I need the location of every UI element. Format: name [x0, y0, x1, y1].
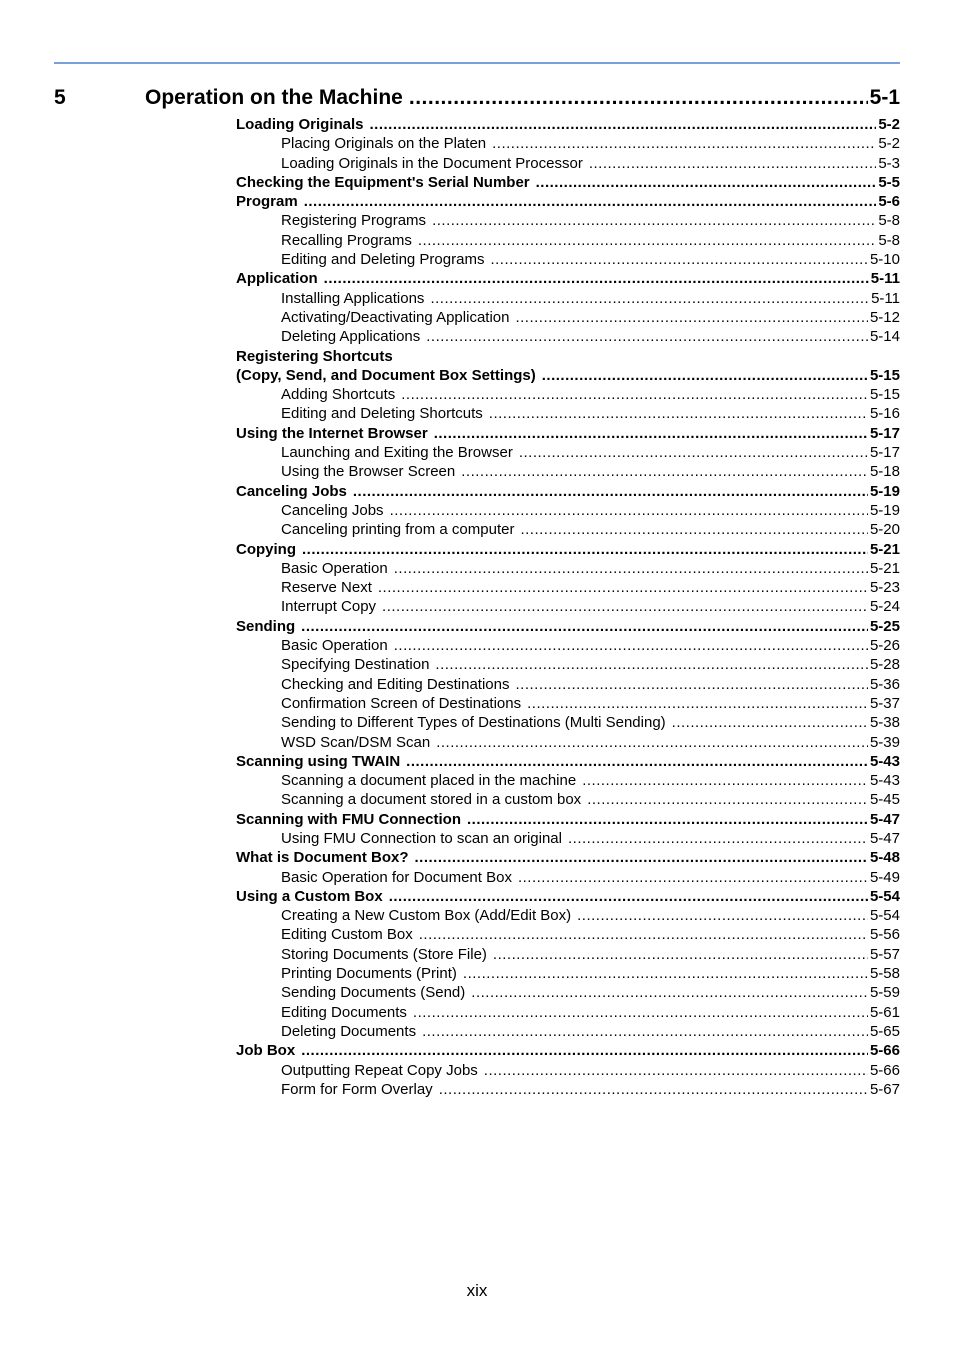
toc-entry-page: 5-28 [869, 656, 900, 674]
dot-leader [389, 887, 868, 906]
toc-entry-title: Checking and Editing Destinations [281, 675, 510, 693]
toc-section-entry[interactable] [236, 192, 900, 211]
toc-entry-page: 5-59 [869, 984, 900, 1002]
toc-entry-title: Loading Originals [236, 116, 364, 133]
toc-entry-page: 5-26 [869, 637, 900, 655]
dot-leader [518, 868, 868, 887]
toc-subsection-entry[interactable] [236, 578, 900, 597]
toc-section-entry[interactable] [236, 347, 900, 366]
toc-entry-page: 5-66 [869, 1042, 900, 1060]
toc-entry-page: 5-66 [869, 1061, 900, 1079]
dot-leader [493, 945, 868, 964]
dot-leader [467, 810, 868, 829]
toc-entry-page: 5-2 [878, 135, 900, 153]
toc-subsection-entry[interactable] [236, 829, 900, 848]
toc-subsection-entry[interactable] [236, 559, 900, 578]
toc-subsection-entry[interactable] [236, 1080, 900, 1099]
toc-entry-page: 5-47 [869, 829, 900, 847]
toc-entry-page: 5-12 [869, 308, 900, 326]
toc-section-entry[interactable] [236, 115, 900, 134]
toc-entry-title: Confirmation Screen of Destinations [281, 694, 522, 712]
toc-section-entry[interactable] [236, 1041, 900, 1060]
toc-entry-page: 5-58 [869, 965, 900, 983]
dot-leader [519, 443, 868, 462]
toc-subsection-entry[interactable] [236, 1003, 900, 1022]
toc-subsection-entry[interactable] [236, 404, 900, 423]
toc-subsection-entry[interactable] [236, 597, 900, 616]
toc-entry-title: Editing and Deleting Shortcuts [281, 405, 483, 423]
toc-entry-page: 5-39 [869, 733, 900, 751]
toc-subsection-entry[interactable] [236, 945, 900, 964]
dot-leader [394, 636, 868, 655]
dot-leader [484, 1061, 868, 1080]
dot-leader [370, 115, 877, 134]
toc-entry-title: Form for Form Overlay [281, 1080, 433, 1098]
toc-entry-title: Storing Documents (Store File) [281, 945, 487, 963]
dot-leader [301, 617, 868, 636]
page-number: xix [466, 1281, 488, 1300]
toc-subsection-entry[interactable] [236, 443, 900, 462]
toc-section-entry[interactable] [236, 482, 900, 501]
toc-entry-page: 5-3 [878, 154, 900, 172]
toc-subsection-entry[interactable] [236, 211, 900, 230]
dot-leader [536, 173, 877, 192]
toc-section-entry[interactable] [236, 424, 900, 443]
dot-leader [378, 578, 868, 597]
dot-leader [672, 713, 868, 732]
dot-leader [324, 269, 869, 288]
toc-entry-title: Using the Browser Screen [281, 463, 456, 481]
toc-entry-title: What is Document Box? [236, 849, 409, 867]
toc-entry-page: 5-6 [878, 193, 900, 211]
toc-entry-page: 5-11 [870, 270, 900, 288]
toc-entry-title: Basic Operation [281, 637, 388, 655]
toc-section-entry[interactable] [236, 269, 900, 288]
toc-entry-title: Sending Documents (Send) [281, 984, 466, 1002]
chapter-page: 5-1 [869, 86, 900, 109]
toc-subsection-entry[interactable] [236, 636, 900, 655]
dot-leader [422, 1022, 868, 1041]
toc-entry-title: Activating/Deactivating Application [281, 308, 510, 326]
toc-entry-title: Deleting Applications [281, 328, 421, 346]
toc-subsection-entry[interactable] [236, 771, 900, 790]
dot-leader [409, 84, 868, 112]
toc-entry-title: Job Box [236, 1042, 296, 1060]
toc-subsection-entry[interactable] [236, 906, 900, 925]
toc-subsection-entry[interactable] [236, 501, 900, 520]
toc-entry-page: 5-38 [869, 714, 900, 732]
toc-entry-page: 5-20 [869, 521, 900, 539]
dot-leader [439, 1080, 868, 1099]
toc-entry-page: 5-65 [869, 1022, 900, 1040]
toc-entry-title: Registering Programs [281, 212, 427, 230]
toc-entry-page: 5-61 [869, 1003, 900, 1021]
toc-entry-title: Sending to Different Types of Destinations (Multi Sending) [281, 714, 666, 732]
toc-subsection-entry[interactable] [236, 1022, 900, 1041]
dot-leader [406, 752, 868, 771]
toc-entry-page: 5-2 [878, 116, 900, 133]
toc-entry-title: Adding Shortcuts [281, 386, 396, 404]
dot-leader [577, 906, 868, 925]
dot-leader [527, 694, 868, 713]
dot-leader [542, 366, 868, 385]
toc-entry-title: (Copy, Send, and Document Box Settings) [236, 366, 536, 384]
toc-subsection-entry[interactable] [236, 134, 900, 153]
toc-subsection-entry[interactable] [236, 964, 900, 983]
toc-subsection-entry[interactable] [236, 733, 900, 752]
dot-leader [434, 424, 868, 443]
toc-entry-title: Using a Custom Box [236, 887, 383, 905]
toc-entry-page: 5-19 [869, 482, 900, 500]
toc-entry-page: 5-15 [869, 366, 900, 384]
toc-subsection-entry[interactable] [236, 868, 900, 887]
chapter-number: 5 [54, 86, 66, 109]
dot-leader [302, 540, 868, 559]
toc-entry-page: 5-16 [869, 405, 900, 423]
toc-entry-title: Application [236, 270, 318, 288]
toc-entry-title: Using the Internet Browser [236, 424, 428, 442]
dot-leader [390, 501, 868, 520]
toc-section-entry[interactable] [236, 810, 900, 829]
toc-section-entry[interactable] [236, 540, 900, 559]
toc-entry-page: 5-5 [878, 173, 900, 191]
toc-subsection-entry[interactable] [236, 983, 900, 1002]
toc-entry-title: Installing Applications [281, 289, 425, 307]
toc-subsection-entry[interactable] [236, 520, 900, 539]
toc-subsection-entry[interactable] [236, 308, 900, 327]
dot-leader [432, 211, 876, 230]
toc-entry-title: Editing Documents [281, 1003, 407, 1021]
toc-subsection-entry[interactable] [236, 925, 900, 944]
toc-entry-title: Canceling Jobs [281, 501, 384, 519]
toc-entry-page: 5-21 [869, 559, 900, 577]
dot-leader [582, 771, 868, 790]
toc-entry-title: Scanning a document placed in the machine [281, 772, 577, 790]
toc-entry-title: Creating a New Custom Box (Add/Edit Box) [281, 907, 572, 925]
toc-entry-page: 5-17 [869, 444, 900, 462]
toc-entry-page: 5-43 [869, 752, 900, 770]
dot-leader [418, 231, 876, 250]
toc-entry-title: Launching and Exiting the Browser [281, 444, 513, 462]
dot-leader [394, 559, 868, 578]
toc-entry-title: Basic Operation [281, 559, 388, 577]
toc-entry-page: 5-15 [869, 386, 900, 404]
dot-leader [426, 327, 868, 346]
toc-entry-title: Basic Operation for Document Box [281, 868, 512, 886]
dot-leader [471, 983, 868, 1002]
toc-list [236, 115, 900, 1099]
dot-leader [413, 1003, 868, 1022]
toc-subsection-entry[interactable] [236, 327, 900, 346]
toc-entry-title: Scanning with FMU Connection [236, 810, 461, 828]
toc-subsection-entry[interactable] [236, 694, 900, 713]
toc-entry-page: 5-36 [869, 675, 900, 693]
toc-entry-page: 5-25 [869, 617, 900, 635]
toc-entry-title: Outputting Repeat Copy Jobs [281, 1061, 478, 1079]
toc-entry-title: Deleting Documents [281, 1022, 417, 1040]
toc-entry-title: Canceling Jobs [236, 482, 347, 500]
dot-leader [463, 964, 868, 983]
chapter-title: Operation on the Machine [145, 86, 403, 109]
toc-entry-page: 5-8 [878, 231, 900, 249]
dot-leader [489, 404, 868, 423]
toc-entry-page: 5-54 [869, 907, 900, 925]
chapter-heading[interactable] [54, 84, 900, 112]
toc-section-entry[interactable] [236, 366, 900, 385]
toc-section-entry[interactable] [236, 617, 900, 636]
dot-leader [515, 308, 868, 327]
dot-leader [430, 289, 869, 308]
dot-leader [415, 848, 868, 867]
toc-entry-page: 5-24 [869, 598, 900, 616]
toc-entry-page: 5-45 [869, 791, 900, 809]
toc-entry-title: Printing Documents (Print) [281, 965, 457, 983]
toc-subsection-entry[interactable] [236, 154, 900, 173]
toc-entry-title: Placing Originals on the Platen [281, 135, 487, 153]
dot-leader [435, 655, 868, 674]
toc-entry-title: Checking the Equipment's Serial Number [236, 173, 530, 191]
toc-entry-title: Editing Custom Box [281, 926, 413, 944]
toc-entry-title: Canceling printing from a computer [281, 521, 515, 539]
toc-section-entry[interactable] [236, 752, 900, 771]
toc-subsection-entry[interactable] [236, 675, 900, 694]
dot-leader [461, 462, 868, 481]
toc-entry-page: 5-17 [869, 424, 900, 442]
toc-entry-page: 5-21 [869, 540, 900, 558]
dot-leader [382, 597, 868, 616]
toc-entry-page: 5-54 [869, 887, 900, 905]
dot-leader [419, 925, 868, 944]
toc-entry-page: 5-37 [869, 694, 900, 712]
toc-entry-title: Reserve Next [281, 579, 372, 597]
dot-leader [589, 154, 876, 173]
toc-entry-page: 5-19 [869, 501, 900, 519]
toc-entry-page: 5-23 [869, 579, 900, 597]
toc-entry-page: 5-8 [878, 212, 900, 230]
toc-subsection-entry[interactable] [236, 250, 900, 269]
dot-leader [568, 829, 868, 848]
toc-entry-page: 5-10 [869, 251, 900, 269]
toc-entry-page: 5-14 [869, 328, 900, 346]
toc-subsection-entry[interactable] [236, 1061, 900, 1080]
toc-entry-title: Recalling Programs [281, 231, 412, 249]
toc-section-entry[interactable] [236, 173, 900, 192]
toc-entry-page: 5-49 [869, 868, 900, 886]
toc-entry-page: 5-43 [869, 772, 900, 790]
toc-subsection-entry[interactable] [236, 790, 900, 809]
dot-leader [304, 192, 877, 211]
toc-entry-title: Copying [236, 540, 296, 558]
toc-entry-title: Registering Shortcuts [236, 347, 393, 365]
dot-leader [520, 520, 868, 539]
toc-section-entry[interactable] [236, 848, 900, 867]
toc-section-entry[interactable] [236, 887, 900, 906]
toc-subsection-entry[interactable] [236, 713, 900, 732]
top-rule [54, 62, 900, 64]
dot-leader [492, 134, 876, 153]
toc-entry-page: 5-18 [869, 463, 900, 481]
toc-subsection-entry[interactable] [236, 655, 900, 674]
toc-entry-title: Scanning using TWAIN [236, 752, 401, 770]
toc-entry-page: 5-67 [869, 1080, 900, 1098]
toc-subsection-entry[interactable] [236, 231, 900, 250]
toc-subsection-entry[interactable] [236, 385, 900, 404]
toc-entry-page: 5-47 [869, 810, 900, 828]
toc-entry-title: Sending [236, 617, 296, 635]
dot-leader [353, 482, 868, 501]
dot-leader [436, 733, 868, 752]
dot-leader [515, 675, 867, 694]
toc-entry-title: Loading Originals in the Document Processor [281, 154, 583, 172]
dot-leader [490, 250, 868, 269]
toc-subsection-entry[interactable] [236, 289, 900, 308]
toc-entry-title: Scanning a document stored in a custom box [281, 791, 582, 809]
dot-leader [401, 385, 868, 404]
toc-entry-title: Interrupt Copy [281, 598, 377, 616]
toc-entry-title: Editing and Deleting Programs [281, 251, 485, 269]
toc-entry-title: WSD Scan/DSM Scan [281, 733, 431, 751]
dot-leader [587, 790, 868, 809]
toc-entry-title: Specifying Destination [281, 656, 430, 674]
toc-entry-page: 5-11 [871, 289, 900, 307]
toc-entry-title: Using FMU Connection to scan an original [281, 829, 562, 847]
toc-entry-page: 5-48 [869, 849, 900, 867]
toc-entry-page: 5-57 [869, 945, 900, 963]
toc-subsection-entry[interactable] [236, 462, 900, 481]
toc-entry-title: Program [236, 193, 298, 211]
toc-entry-page: 5-56 [869, 926, 900, 944]
dot-leader [301, 1041, 868, 1060]
